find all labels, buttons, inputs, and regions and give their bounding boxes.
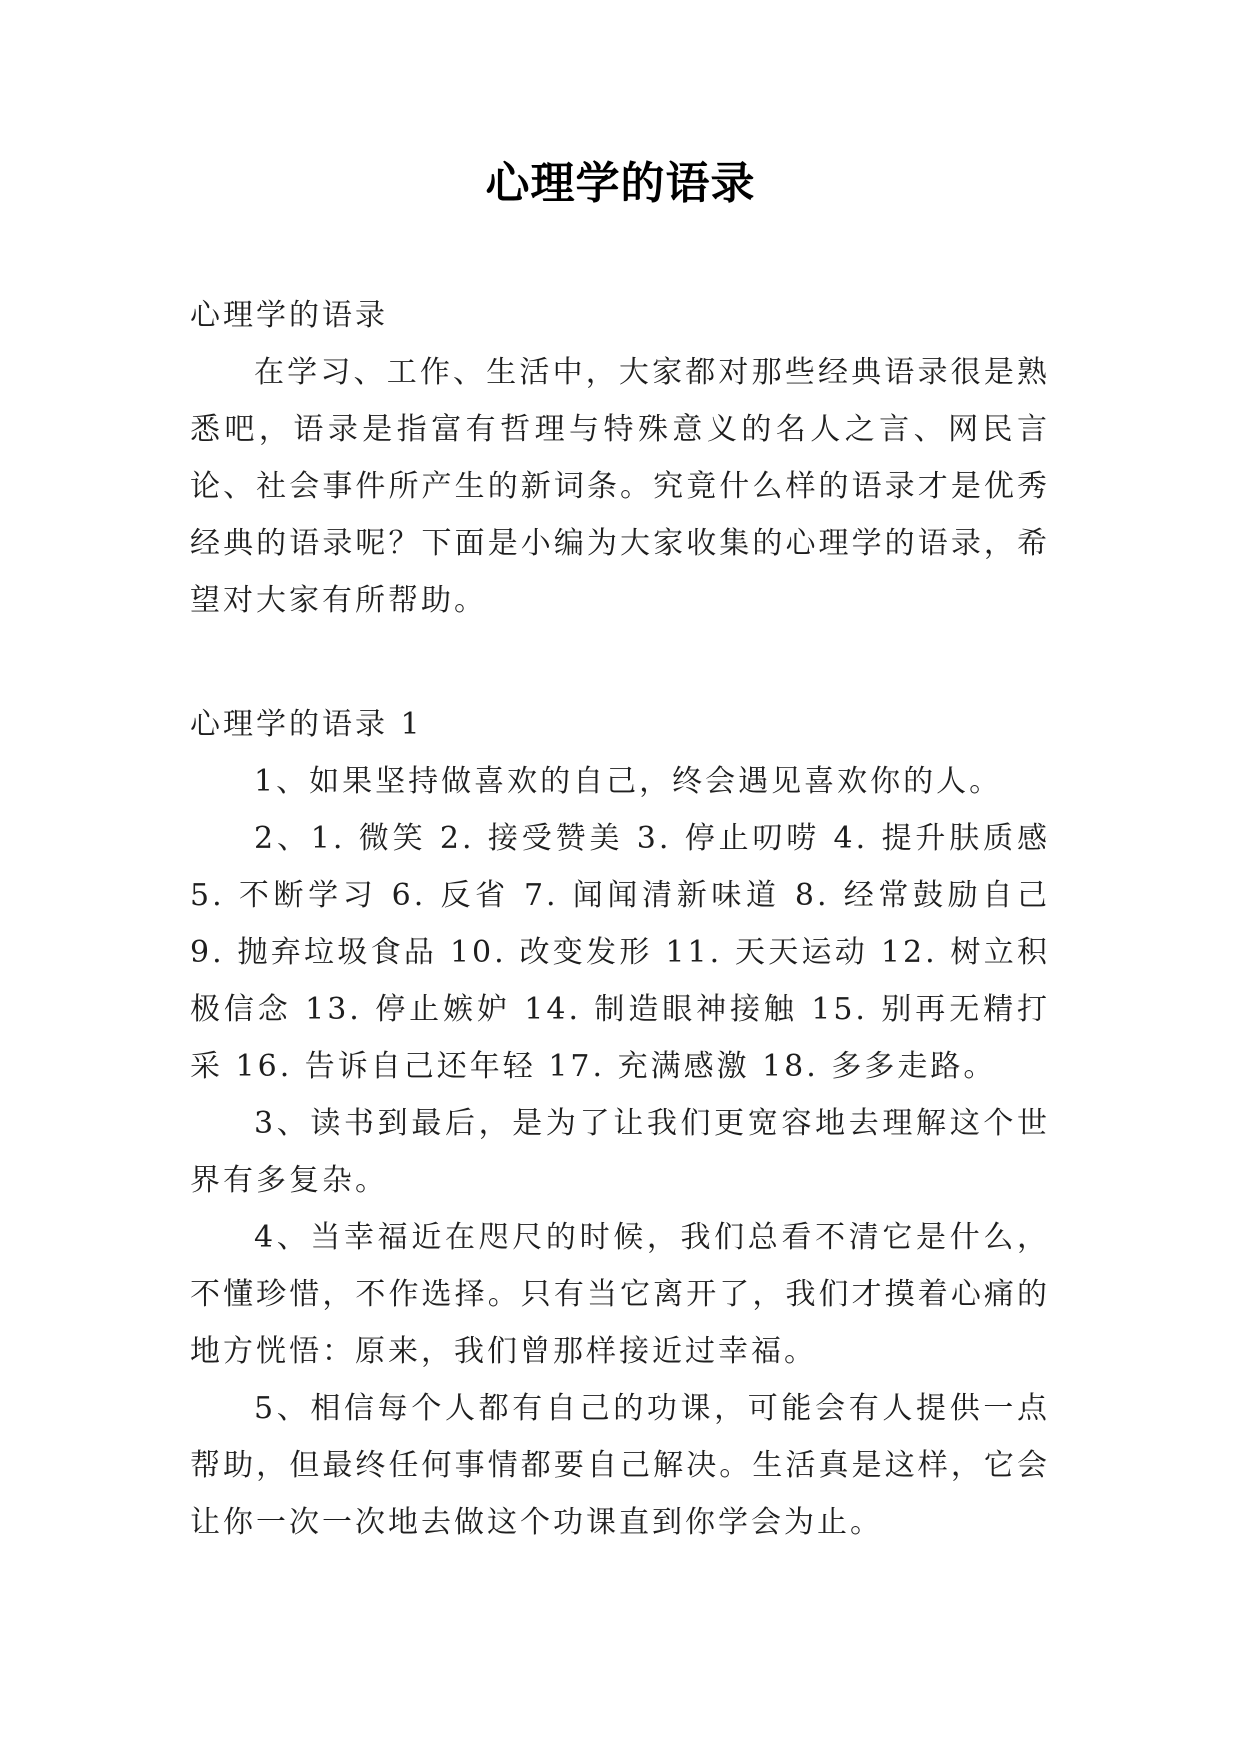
section-heading-block (190, 696, 1050, 753)
quote-item-3: 3、读书到最后，是为了让我们更宽容地去理解这个世界有多复杂。 (190, 1106, 1050, 1198)
quote-item-4: 4、当幸福近在咫尺的时候，我们总看不清它是什么，不懂珍惜，不作选择。只有当它离开了，我们才摸着心痛的地方恍悟：原来，我们曾那样接近过幸福。 (190, 1220, 1050, 1369)
quote-list (190, 753, 1050, 1551)
document-subtitle (190, 287, 1050, 344)
subtitle-text: 心理学的语录 (190, 298, 388, 333)
quote-item-5: 5、相信每个人都有自己的功课，可能会有人提供一点帮助，但最终任何事情都要自己解决。生活真是这样，它会让你一次一次地去做这个功课直到你学会为止。 (190, 1391, 1050, 1540)
quote-item-2: 2、1. 微笑 2. 接受赞美 3. 停止叨唠 4. 提升肤质感 5. 不断学习 6. 反省 7. 闻闻清新味道 8. 经常鼓励自己 9. 抛弃垃圾食品 10. 改变发形 11. 天天运动 12. 树立积极信念 13. 停止嫉妒 14. 制造眼神接触 15. 别再无精打采 16. 告诉自己还年轻 17. 充满感激 18. 多多走路。 (190, 821, 1050, 1084)
section-heading: 心理学的语录 1 (190, 707, 423, 742)
document-title: 心理学的语录 (485, 158, 756, 209)
quote-item-1: 1、如果坚持做喜欢的自己，终会遇见喜欢你的人。 (254, 764, 1003, 799)
intro-paragraph-block (190, 344, 1050, 629)
intro-paragraph: 在学习、工作、生活中，大家都对那些经典语录很是熟悉吧，语录是指富有哲理与特殊意义的名人之言、网民言论、社会事件所产生的新词条。究竟什么样的语录才是优秀经典的语录呢？下面是小编为大家收集的心理学的语录，希望对大家有所帮助。 (190, 355, 1050, 618)
